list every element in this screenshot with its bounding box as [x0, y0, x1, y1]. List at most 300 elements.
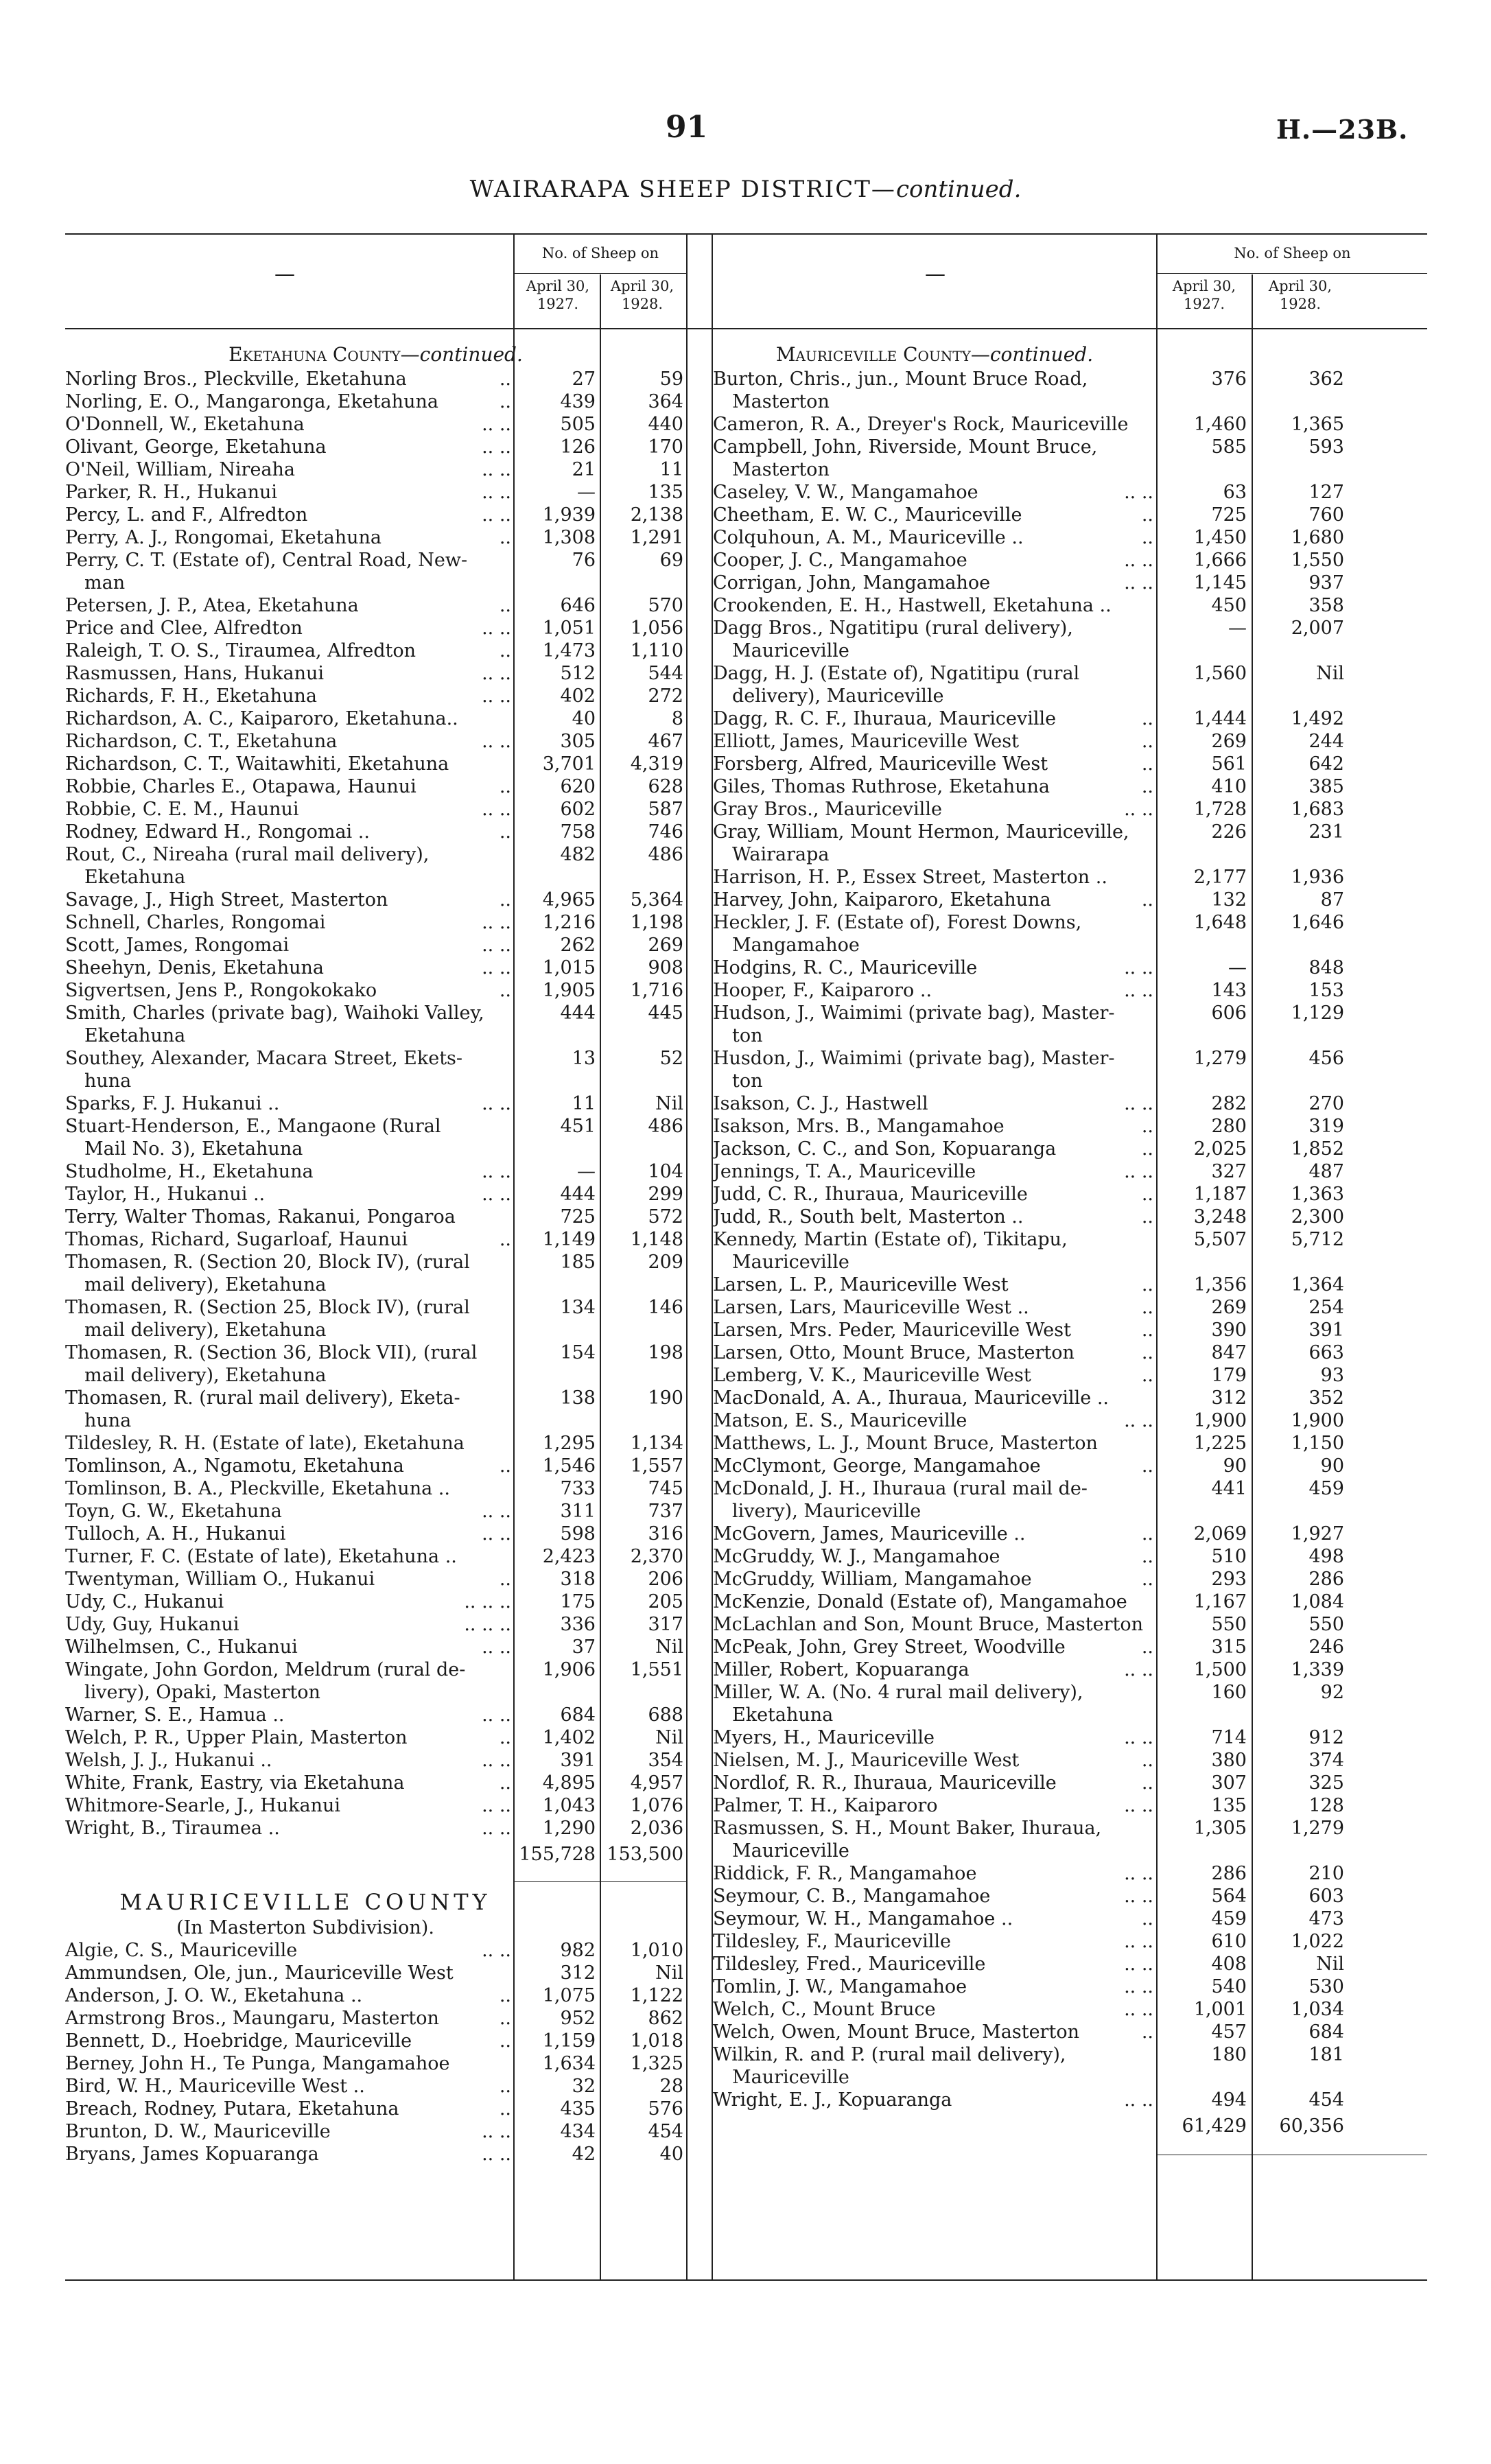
table-row — [65, 1636, 686, 1658]
table-row-continuation — [65, 1409, 686, 1432]
sheep-1927: 451 — [560, 1116, 596, 1137]
owner-name: MacDonald, A. A., Ihuraua, Mauriceville .. — [713, 1387, 1110, 1409]
table-row — [713, 1002, 1427, 1024]
owner-name: Twentyman, William O., Hukanui — [65, 1569, 375, 1590]
owner-name: Studholme, H., Eketahuna — [65, 1161, 314, 1182]
sheep-1927: 482 — [560, 844, 596, 865]
sheep-1927: 1,900 — [1193, 1410, 1247, 1431]
table-row-continuation — [65, 1070, 686, 1092]
sheep-1927: 1,216 — [542, 912, 596, 933]
sheep-1928: 317 — [648, 1614, 683, 1635]
table-row — [713, 1477, 1427, 1500]
sheep-1928: 1,110 — [630, 640, 683, 661]
left-column — [65, 340, 686, 2166]
sheep-1928: 1,492 — [1291, 708, 1344, 729]
leader-dots: .. — [1141, 731, 1153, 752]
sheep-1927: 610 — [1211, 1931, 1247, 1952]
owner-name-continued: Eketahuna — [84, 867, 186, 888]
sheep-1927: 1,939 — [542, 504, 596, 526]
owner-name-continued: Mauriceville — [732, 1252, 849, 1273]
leader-dots: .. .. .. — [464, 1614, 511, 1635]
sheep-1928: Nil — [655, 1962, 683, 1984]
sheep-1928: 550 — [1308, 1614, 1344, 1635]
owner-name-continued: Mauriceville — [732, 640, 849, 661]
table-row — [65, 1115, 686, 1138]
sheep-1927: 1,145 — [1193, 572, 1247, 594]
table-row — [713, 1160, 1427, 1183]
table-row — [713, 368, 1427, 390]
owner-name: Southey, Alexander, Macara Street, Ekets- — [65, 1048, 463, 1069]
owner-name: Larsen, L. P., Mauriceville West — [713, 1274, 1009, 1295]
leader-dots: .. .. — [482, 482, 511, 503]
owner-name: Dagg, R. C. F., Ihuraua, Mauriceville — [713, 708, 1057, 729]
sheep-1927: 76 — [572, 550, 596, 571]
sheep-1928: 912 — [1308, 1727, 1344, 1748]
sheep-1927: — — [577, 1161, 596, 1182]
owner-name: Perry, C. T. (Estate of), Central Road, New- — [65, 550, 468, 571]
owner-name: Larsen, Otto, Mount Bruce, Masterton — [713, 1342, 1075, 1363]
table-row — [65, 1455, 686, 1477]
table-row — [65, 1523, 686, 1545]
table-row-continuation — [713, 685, 1427, 707]
sheep-1928: 2,138 — [630, 504, 683, 526]
table-row — [65, 1251, 686, 1274]
sheep-1928: 146 — [648, 1297, 683, 1318]
leader-dots: .. .. — [482, 436, 511, 458]
sheep-1928: 1,150 — [1291, 1433, 1344, 1454]
table-row — [65, 1183, 686, 1206]
sheep-1927: 280 — [1211, 1116, 1247, 1137]
sheep-1927: 494 — [1211, 2089, 1247, 2111]
sheep-1927: 135 — [1211, 1795, 1247, 1816]
sheep-1928: 2,007 — [1291, 618, 1344, 639]
right-header-group: No. of Sheep on — [1234, 245, 1351, 261]
table-row — [713, 2043, 1427, 2066]
owner-name: O'Donnell, W., Eketahuna — [65, 414, 305, 435]
sheep-1928: 456 — [1308, 1048, 1344, 1069]
owner-name: Thomasen, R. (Section 36, Block VII), (rural — [65, 1342, 478, 1363]
table-row — [65, 685, 686, 707]
total-1927: 155,728 — [519, 1844, 596, 1865]
sheep-1927: 402 — [560, 685, 596, 707]
leader-dots: .. .. — [1124, 572, 1153, 594]
leader-dots: .. — [1141, 1523, 1153, 1545]
sheep-1927: 408 — [1211, 1953, 1247, 1975]
leader-dots: .. — [1141, 1365, 1153, 1386]
leader-dots: .. — [1141, 1274, 1153, 1295]
sheep-1927: 758 — [560, 821, 596, 843]
table-row — [65, 798, 686, 821]
owner-name-continued: ton — [732, 1025, 763, 1046]
sheep-1927: 90 — [1223, 1455, 1247, 1477]
sheep-1927: — — [1228, 957, 1247, 978]
table-row — [713, 979, 1427, 1002]
table-row — [713, 594, 1427, 617]
owner-name: Giles, Thomas Ruthrose, Eketahuna — [713, 776, 1050, 797]
owner-name: Perry, A. J., Rongomai, Eketahuna — [65, 527, 381, 548]
sheep-1927: 4,895 — [542, 1772, 596, 1794]
table-row — [65, 1749, 686, 1772]
owner-name: Terry, Walter Thomas, Rakanui, Pongaroa — [65, 1206, 456, 1228]
sheep-1927: 180 — [1211, 2044, 1247, 2065]
sheep-1928: 1,852 — [1291, 1138, 1344, 1160]
leader-dots: .. .. — [482, 1501, 511, 1522]
sheep-1927: 1,279 — [1193, 1048, 1247, 1069]
sheep-1928: 603 — [1308, 1886, 1344, 1907]
leader-dots: .. — [1141, 1319, 1153, 1341]
table-row — [65, 821, 686, 843]
sheep-1927: 42 — [572, 2144, 596, 2165]
owner-name: Wright, E. J., Kopuaranga — [713, 2089, 952, 2111]
sheep-1928: 1,364 — [1291, 1274, 1344, 1295]
owner-name: Thomasen, R. (rural mail delivery), Eketa- — [65, 1387, 460, 1409]
table-row — [65, 753, 686, 775]
owner-name-continued: ton — [732, 1070, 763, 1092]
sheep-1927: 37 — [572, 1636, 596, 1658]
leader-dots: .. — [1141, 776, 1153, 797]
owner-name: Welch, Owen, Mount Bruce, Masterton — [713, 2021, 1079, 2043]
table-row-continuation — [713, 1840, 1427, 1862]
table-row — [713, 572, 1427, 594]
leader-dots: .. .. — [482, 1636, 511, 1658]
leader-dots: .. .. — [1124, 1863, 1153, 1884]
table-row — [713, 707, 1427, 730]
owner-name: Ammundsen, Ole, jun., Mauriceville West — [65, 1962, 454, 1984]
leader-dots: .. .. — [482, 1750, 511, 1771]
page-title — [0, 176, 1491, 203]
leader-dots: .. .. — [1124, 1727, 1153, 1748]
sheep-1928: 544 — [648, 663, 683, 684]
owner-name: Olivant, George, Eketahuna — [65, 436, 327, 458]
table-row — [65, 2143, 686, 2166]
table-row — [713, 1658, 1427, 1681]
owner-name: Colquhoun, A. M., Mauriceville .. — [713, 527, 1024, 548]
owner-name: Udy, Guy, Hukanui — [65, 1614, 239, 1635]
sheep-1927: 21 — [572, 459, 596, 480]
sheep-1927: 620 — [560, 776, 596, 797]
sheep-1928: 487 — [1308, 1161, 1344, 1182]
sheep-1927: 160 — [1211, 1682, 1247, 1703]
owner-name: Smith, Charles (private bag), Waihoki Valley, — [65, 1002, 484, 1024]
mauriceville-rows — [65, 1939, 686, 2166]
table-row-continuation — [65, 1138, 686, 1160]
owner-name: Sheehyn, Denis, Eketahuna — [65, 957, 324, 978]
owner-name: McKenzie, Donald (Estate of), Mangamahoe — [713, 1591, 1127, 1612]
sheep-1928: 135 — [648, 482, 683, 503]
table-row — [65, 504, 686, 526]
sheep-1927: 952 — [560, 2008, 596, 2029]
owner-name: Rodney, Edward H., Rongomai .. — [65, 821, 370, 843]
table-row — [713, 2021, 1427, 2043]
sheep-1927: 512 — [560, 663, 596, 684]
leader-dots: .. — [499, 595, 511, 616]
owner-name: Bennett, D., Hoebridge, Mauriceville — [65, 2030, 412, 2052]
table-row — [713, 436, 1427, 458]
sheep-1928: 1,900 — [1291, 1410, 1344, 1431]
sheep-1927: 1,051 — [542, 618, 596, 639]
owner-name: Norling, E. O., Mangaronga, Eketahuna — [65, 391, 438, 412]
eketahuna-rows — [65, 368, 686, 1840]
sheep-1928: 1,936 — [1291, 867, 1344, 888]
mauriceville-continued-rows — [713, 368, 1427, 2111]
leader-dots: .. — [1141, 504, 1153, 526]
leader-dots: .. — [1141, 1636, 1153, 1658]
leader-dots: .. — [1141, 1116, 1153, 1137]
owner-name-continued: Masterton — [732, 459, 830, 480]
sheep-1927: 269 — [1211, 1297, 1247, 1318]
sheep-1927: 312 — [1211, 1387, 1247, 1409]
table-row — [713, 1568, 1427, 1591]
owner-name: Seymour, W. H., Mangamahoe .. — [713, 1908, 1013, 1929]
owner-name: Turner, F. C. (Estate of late), Eketahuna .. — [65, 1546, 457, 1567]
sheep-1928: 354 — [648, 1750, 683, 1771]
owner-name: Harvey, John, Kaiparoro, Eketahuna — [713, 889, 1051, 911]
sheep-1927: 1,473 — [542, 640, 596, 661]
sheep-1927: 1,187 — [1193, 1184, 1247, 1205]
owner-name: Petersen, J. P., Atea, Eketahuna — [65, 595, 359, 616]
owner-name: Larsen, Mrs. Peder, Mauriceville West — [713, 1319, 1071, 1341]
owner-name-continued: Mangamahoe — [732, 935, 860, 956]
owner-name: McLachlan and Son, Mount Bruce, Masterton — [713, 1614, 1144, 1635]
sheep-1928: 59 — [659, 368, 683, 390]
owner-name: McClymont, George, Mangamahoe — [713, 1455, 1041, 1477]
sheep-1928: 467 — [648, 731, 683, 752]
sheep-1928: 52 — [659, 1048, 683, 1069]
leader-dots: .. .. — [1124, 1976, 1153, 1997]
table-row — [713, 1636, 1427, 1658]
leader-dots: .. — [499, 2030, 511, 2052]
sheep-1927: 32 — [572, 2076, 596, 2097]
sheep-1928: 1,716 — [630, 980, 683, 1001]
sheep-1927: 585 — [1211, 436, 1247, 458]
leader-dots: .. .. — [482, 957, 511, 978]
sheep-1927: 3,248 — [1193, 1206, 1247, 1228]
sheep-1927: 1,905 — [542, 980, 596, 1001]
owner-name: Dagg, H. J. (Estate of), Ngatitipu (rural — [713, 663, 1080, 684]
sheep-1927: 1,500 — [1193, 1659, 1247, 1680]
sheep-1928: 374 — [1308, 1750, 1344, 1771]
leader-dots: .. — [499, 1727, 511, 1748]
owner-name: Welch, C., Mount Bruce — [713, 1999, 936, 2020]
sheep-1927: 561 — [1211, 753, 1247, 775]
sheep-1927: 441 — [1211, 1478, 1247, 1499]
table-row — [713, 2089, 1427, 2111]
sheep-1928: 1,365 — [1291, 414, 1344, 435]
owner-name: Norling Bros., Pleckville, Eketahuna — [65, 368, 407, 390]
owner-name-continued: Eketahuna — [732, 1704, 834, 1726]
table-row — [65, 2120, 686, 2143]
leader-dots: .. — [1141, 1297, 1153, 1318]
table-row — [713, 753, 1427, 775]
table-row — [65, 640, 686, 662]
sheep-1928: 908 — [648, 957, 683, 978]
leader-dots: .. — [1141, 1184, 1153, 1205]
leader-dots: .. — [499, 1772, 511, 1794]
owner-name: Elliott, James, Mauriceville West — [713, 731, 1019, 752]
sheep-1927: 457 — [1211, 2021, 1247, 2043]
owner-name: Thomas, Richard, Sugarloaf, Haunui — [65, 1229, 408, 1250]
owner-name: McGruddy, W. J., Mangamahoe — [713, 1546, 1000, 1567]
mauriceville-total-row — [713, 2111, 1427, 2142]
owner-name: Price and Clee, Alfredton — [65, 618, 303, 639]
sheep-1928: 628 — [648, 776, 683, 797]
sheep-1928: 190 — [648, 1387, 683, 1409]
leader-dots: .. — [1141, 1455, 1153, 1477]
table-row — [713, 1885, 1427, 1908]
table-row — [713, 1115, 1427, 1138]
sheep-1928: 11 — [659, 459, 683, 480]
sheep-1927: 606 — [1211, 1002, 1247, 1024]
table-row — [713, 1998, 1427, 2021]
owner-name: McGruddy, William, Mangamahoe — [713, 1569, 1032, 1590]
sheep-1927: 450 — [1211, 595, 1247, 616]
table-row — [65, 1794, 686, 1817]
owner-name: Tomlin, J. W., Mangamahoe — [713, 1976, 967, 1997]
owner-name: Anderson, J. O. W., Eketahuna .. — [65, 1985, 363, 2006]
sheep-1928: 104 — [648, 1161, 683, 1182]
sheep-1928: 498 — [1308, 1546, 1344, 1567]
sheep-1927: 134 — [560, 1297, 596, 1318]
leader-dots: .. .. — [1124, 1659, 1153, 1680]
leader-dots: .. — [1141, 1206, 1153, 1228]
title-continued: continued. — [895, 176, 1022, 203]
sheep-1928: 93 — [1320, 1365, 1344, 1386]
sheep-1928: 391 — [1308, 1319, 1344, 1341]
sheep-1927: 646 — [560, 595, 596, 616]
table-row-continuation — [713, 843, 1427, 866]
sheep-1928: 1,683 — [1291, 799, 1344, 820]
table-row-continuation — [713, 640, 1427, 662]
owner-name: White, Frank, Eastry, via Eketahuna — [65, 1772, 405, 1794]
owner-name: Larsen, Lars, Mauriceville West .. — [713, 1297, 1029, 1318]
table-row — [713, 1228, 1427, 1251]
sheep-1928: 316 — [648, 1523, 683, 1545]
leader-dots: .. .. — [482, 799, 511, 820]
owner-name: Thomasen, R. (Section 20, Block IV), (rural — [65, 1252, 470, 1273]
leader-dots: .. — [499, 391, 511, 412]
sheep-1928: 1,927 — [1291, 1523, 1344, 1545]
leader-dots: .. — [1141, 1546, 1153, 1567]
owner-name-continued: mail delivery), Eketahuna — [84, 1274, 327, 1295]
owner-name: Richardson, C. T., Waitawhiti, Eketahuna — [65, 753, 449, 775]
owner-name-continued: livery), Mauriceville — [732, 1501, 921, 1522]
sheep-1928: 231 — [1308, 821, 1344, 843]
owner-name: Heckler, J. F. (Estate of), Forest Downs, — [713, 912, 1082, 933]
table-row — [65, 1228, 686, 1251]
table-row — [65, 1984, 686, 2007]
sheep-1928: 69 — [659, 550, 683, 571]
leader-dots: .. .. — [1124, 957, 1153, 978]
sheep-1927: 380 — [1211, 1750, 1247, 1771]
sheep-1928: 593 — [1308, 436, 1344, 458]
table-row-continuation — [65, 1681, 686, 1704]
table-row — [65, 843, 686, 866]
sheep-1928: 254 — [1308, 1297, 1344, 1318]
table-row — [65, 662, 686, 685]
sheep-1928: 1,148 — [630, 1229, 683, 1250]
table-row-continuation — [65, 1319, 686, 1341]
sheep-1927: 1,295 — [542, 1433, 596, 1454]
leader-dots: .. .. — [482, 1184, 511, 1205]
table-row-continuation — [65, 1274, 686, 1296]
table-row — [65, 2075, 686, 2098]
table-row-continuation — [713, 1704, 1427, 1726]
sheep-1928: 209 — [648, 1252, 683, 1273]
sheep-1928: 937 — [1308, 572, 1344, 594]
sheep-1928: 663 — [1308, 1342, 1344, 1363]
table-row — [65, 911, 686, 934]
owner-name: Tildesley, F., Mauriceville — [713, 1931, 952, 1952]
sheep-1927: 1,015 — [542, 957, 596, 978]
sheep-1928: 210 — [1308, 1863, 1344, 1884]
table-row — [65, 549, 686, 572]
sheep-1928: 1,034 — [1291, 1999, 1344, 2020]
sheep-1927: 847 — [1211, 1342, 1247, 1363]
sheep-1927: 154 — [560, 1342, 596, 1363]
owner-name: Dagg Bros., Ngatitipu (rural delivery), — [713, 618, 1073, 639]
leader-dots: .. — [1141, 708, 1153, 729]
owner-name: Gray, William, Mount Hermon, Mauriceville, — [713, 821, 1129, 843]
page-number: 91 — [666, 110, 708, 145]
sheep-1927: 4,965 — [542, 889, 596, 911]
table-row — [713, 1523, 1427, 1545]
mauriceville-continued-heading: Mauriceville County—continued. — [775, 343, 1094, 366]
sheep-1928: 153 — [1308, 980, 1344, 1001]
leader-dots: .. .. — [482, 414, 511, 435]
sheep-1928: 1,084 — [1291, 1591, 1344, 1612]
owner-name: Harrison, H. P., Essex Street, Masterton .. — [713, 867, 1107, 888]
right-header-dash: — — [925, 262, 946, 286]
sheep-1928: 1,122 — [630, 1985, 683, 2006]
owner-name-continued: Eketahuna — [84, 1025, 186, 1046]
owner-name: Tomlinson, A., Ngamotu, Eketahuna — [65, 1455, 404, 1477]
sheep-1927: 1,546 — [542, 1455, 596, 1477]
owner-name: Whitmore-Searle, J., Hukanui — [65, 1795, 341, 1816]
sheep-1927: 1,356 — [1193, 1274, 1247, 1295]
leader-dots: .. — [499, 776, 511, 797]
leader-dots: .. .. — [482, 685, 511, 707]
sheep-1927: 315 — [1211, 1636, 1247, 1658]
leader-dots: .. — [499, 2076, 511, 2097]
table-row — [713, 1749, 1427, 1772]
sheep-1928: 848 — [1308, 957, 1344, 978]
table-row — [65, 1772, 686, 1794]
sheep-1928: 1,076 — [630, 1795, 683, 1816]
sheep-1928: 205 — [648, 1591, 683, 1612]
mauriceville-subheading: (In Masterton Subdivision). — [176, 1917, 434, 1938]
sheep-1927: 1,444 — [1193, 708, 1247, 729]
owner-name: Isakson, C. J., Hastwell — [713, 1093, 928, 1114]
sheep-1927: 175 — [560, 1591, 596, 1612]
leader-dots: .. .. — [1124, 1410, 1153, 1431]
sheep-1928: 5,712 — [1291, 1229, 1344, 1250]
sheep-1928: 299 — [648, 1184, 683, 1205]
table-row — [65, 775, 686, 798]
leader-dots: .. — [499, 889, 511, 911]
leader-dots: .. — [1141, 1342, 1153, 1363]
table-row — [713, 775, 1427, 798]
sheep-1928: 570 — [648, 595, 683, 616]
owner-name: Jennings, T. A., Mauriceville — [713, 1161, 976, 1182]
leader-dots: .. .. — [482, 2121, 511, 2142]
sheep-1928: 358 — [1308, 595, 1344, 616]
sheep-1927: 40 — [572, 708, 596, 729]
sheep-1927: 5,507 — [1193, 1229, 1247, 1250]
table-row — [713, 1296, 1427, 1319]
sheep-1928: 1,363 — [1291, 1184, 1344, 1205]
leader-dots: .. .. — [482, 731, 511, 752]
owner-name: Kennedy, Martin (Estate of), Tikitapu, — [713, 1229, 1068, 1250]
